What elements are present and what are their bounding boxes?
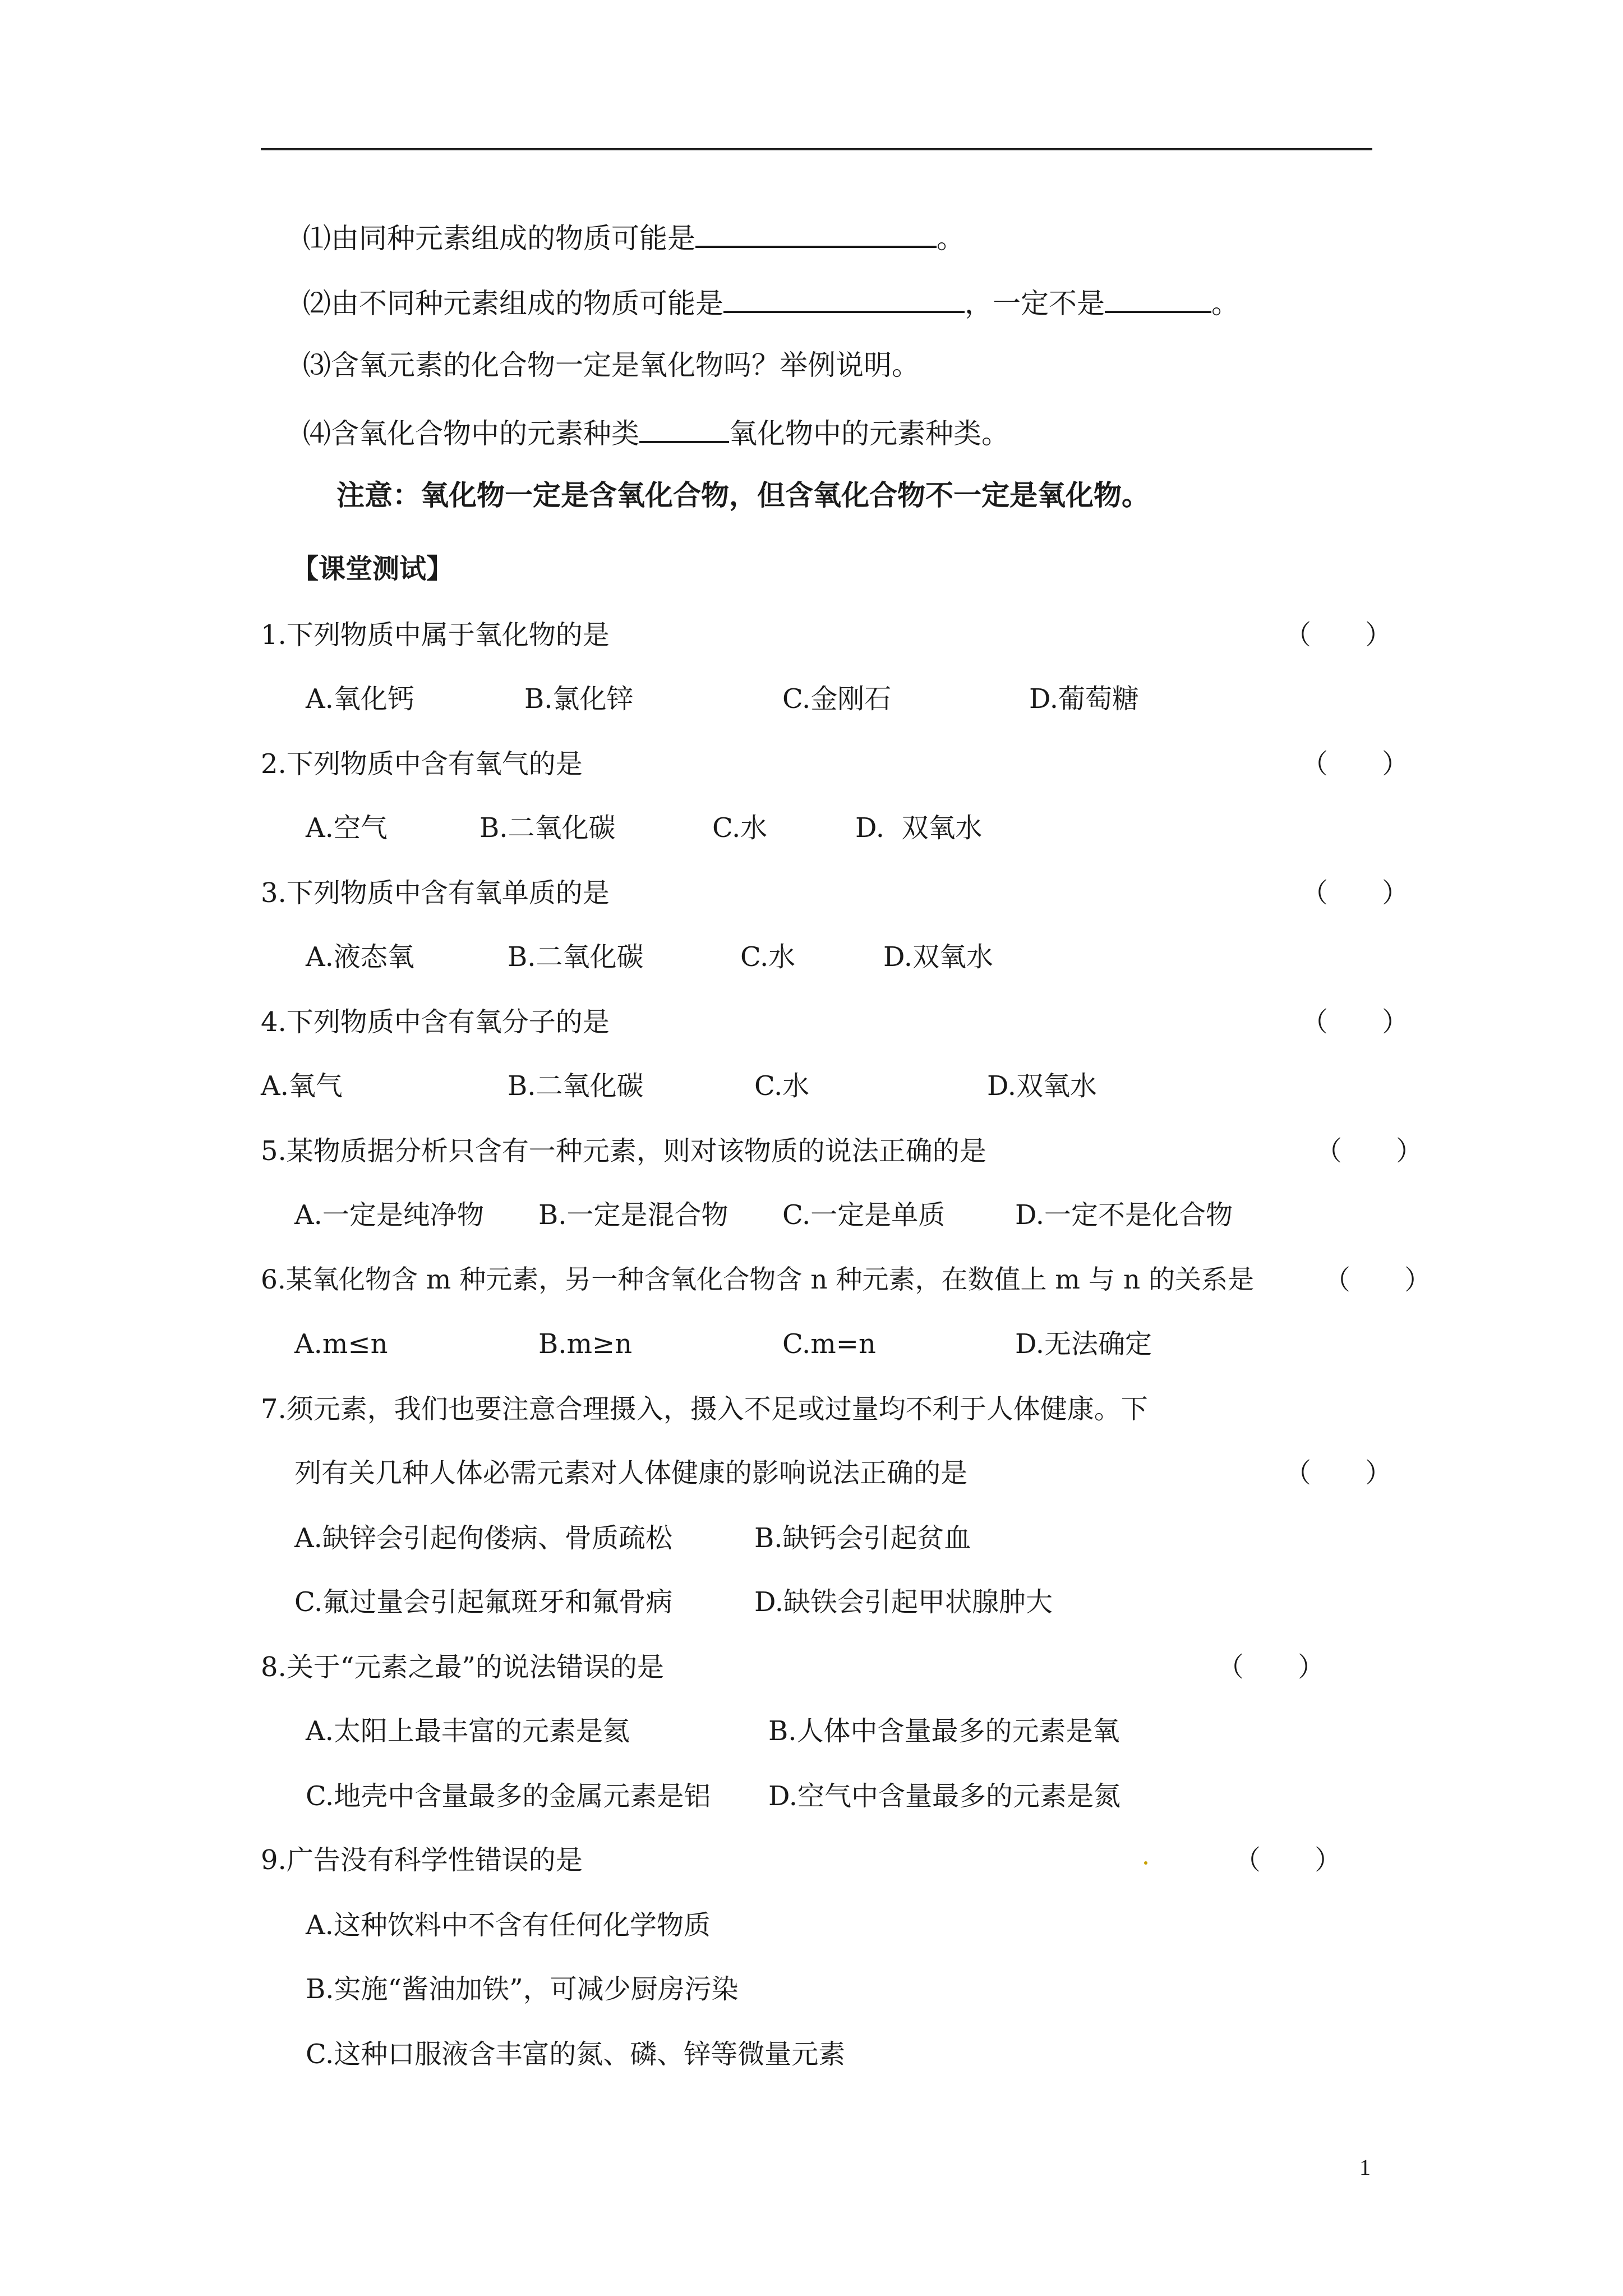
page-number: 1 (1359, 2155, 1371, 2180)
option: C.金刚石 (782, 683, 892, 715)
question-7-stem-line2: 列有关几种人体必需元素对人体健康的影响说法正确的是 (294, 1457, 968, 1489)
note-text: 注意：氧化物一定是含氧化合物，但含氧化合物不一定是氧化物。 (336, 479, 1150, 512)
option: C.一定是单质 (782, 1199, 946, 1231)
question-4-stem: 4.下列物质中含有氧分子的是 (261, 1006, 610, 1038)
option: D. 双氧水 (855, 812, 983, 844)
answer-parentheses[interactable]: （ ） (1301, 1006, 1409, 1038)
option: A.一定是纯净物 (294, 1199, 484, 1231)
question-6-stem: 6.某氧化物含 m 种元素，另一种含氧化合物含 n 种元素，在数值上 m 与 n 的关系是 (261, 1264, 1255, 1295)
option: C.m=n (782, 1328, 876, 1360)
option: D.无法确定 (1015, 1328, 1152, 1360)
fill-question-4-text: ⑷含氧化合物中的元素种类 (303, 417, 639, 450)
fill-question-4 (303, 416, 1009, 448)
option: B.一定是混合物 (538, 1199, 728, 1231)
option: A.空气 (306, 812, 388, 844)
option: B.人体中含量最多的元素是氧 (768, 1715, 1120, 1747)
question-9-stem: 9.广告没有科学性错误的是 (261, 1844, 583, 1876)
option: B.二氧化碳 (508, 941, 644, 973)
fill-question-1-end: 。 (937, 222, 965, 255)
option: A.缺锌会引起佝偻病、骨质疏松 (294, 1522, 672, 1554)
option: C.水 (740, 941, 796, 973)
fill-question-2 (303, 286, 1239, 318)
fill-question-3: ⑶含氧元素的化合物一定是氧化物吗？举例说明。 (303, 349, 920, 381)
answer-parentheses[interactable]: （ ） (1234, 1844, 1342, 1876)
answer-parentheses[interactable]: （ ） (1315, 1135, 1423, 1167)
fill-question-2-mid: ，一定不是 (965, 287, 1105, 320)
section-title: 【课堂测试】 (292, 553, 454, 585)
header-rule (261, 148, 1372, 150)
option: A.m≤n (294, 1328, 388, 1360)
fill-question-1-text: ⑴由同种元素组成的物质可能是 (303, 222, 695, 255)
option: C.这种口服液含丰富的氮、磷、锌等微量元素 (306, 2039, 846, 2070)
option: B.实施“酱油加铁”，可减少厨房污染 (306, 1973, 739, 2005)
question-7-stem: 7.须元素，我们也要注意合理摄入，摄入不足或过量均不利于人体健康。下 (261, 1393, 1148, 1425)
option: A.这种饮料中不含有任何化学物质 (306, 1910, 711, 1941)
stray-dot (1144, 1861, 1147, 1865)
question-8-stem: 8.关于“元素之最”的说法错误的是 (261, 1651, 664, 1683)
option: D.一定不是化合物 (1015, 1199, 1233, 1231)
fill-question-2-text: ⑵由不同种元素组成的物质可能是 (303, 287, 723, 320)
answer-blank[interactable] (723, 286, 965, 313)
answer-parentheses[interactable]: （ ） (1301, 748, 1409, 780)
question-3-stem: 3.下列物质中含有氧单质的是 (261, 877, 610, 909)
option: D.葡萄糖 (1029, 683, 1140, 715)
fill-question-4-end: 氧化物中的元素种类。 (729, 417, 1009, 450)
answer-blank[interactable] (1105, 286, 1211, 313)
option: B.氯化锌 (524, 683, 634, 715)
option: B.二氧化碳 (508, 1070, 644, 1102)
question-1-stem: 1.下列物质中属于氧化物的是 (261, 619, 610, 651)
option: B.二氧化碳 (479, 812, 616, 844)
option: A.太阳上最丰富的元素是氦 (306, 1715, 630, 1747)
option: C.地壳中含量最多的金属元素是铝 (306, 1780, 711, 1812)
answer-parentheses[interactable]: （ ） (1284, 619, 1393, 651)
answer-parentheses[interactable]: （ ） (1324, 1264, 1432, 1296)
option: A.氧气 (261, 1070, 343, 1102)
option: D.缺铁会引起甲状腺肿大 (754, 1586, 1053, 1618)
answer-parentheses[interactable]: （ ） (1217, 1651, 1325, 1683)
option: D.空气中含量最多的元素是氮 (768, 1780, 1121, 1812)
option: D.双氧水 (883, 941, 994, 973)
answer-blank[interactable] (695, 221, 937, 248)
fill-question-1 (303, 221, 965, 255)
question-5-stem: 5.某物质据分析只含有一种元素，则对该物质的说法正确的是 (261, 1135, 986, 1167)
answer-parentheses[interactable]: （ ） (1301, 877, 1409, 909)
option: A.液态氧 (306, 941, 414, 973)
answer-blank[interactable] (639, 416, 729, 443)
option: C.氟过量会引起氟斑牙和氟骨病 (294, 1586, 673, 1618)
fill-question-2-end: 。 (1211, 287, 1239, 320)
option: C.水 (712, 812, 768, 844)
option: B.缺钙会引起贫血 (754, 1522, 971, 1554)
answer-parentheses[interactable]: （ ） (1284, 1457, 1393, 1489)
option: D.双氧水 (987, 1070, 1098, 1102)
question-2-stem: 2.下列物质中含有氧气的是 (261, 748, 583, 780)
option: C.水 (754, 1070, 810, 1102)
option: A.氧化钙 (306, 683, 414, 715)
option: B.m≥n (538, 1328, 633, 1360)
